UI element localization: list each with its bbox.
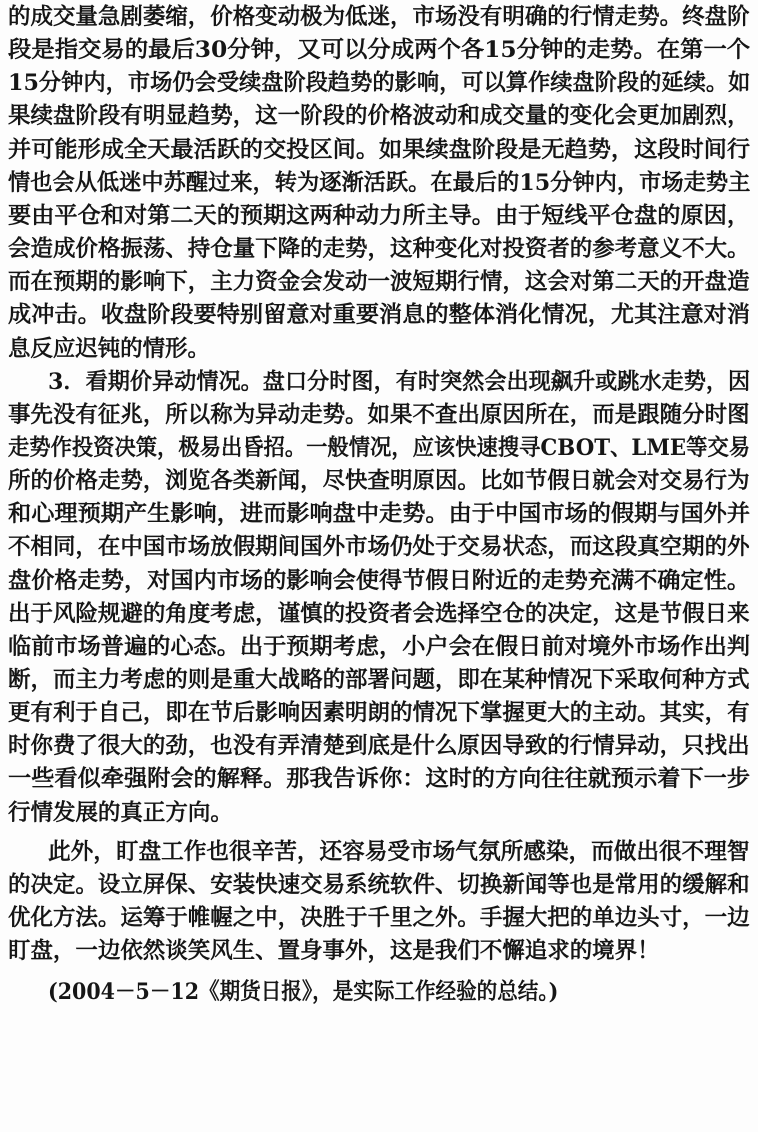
text-line: 盯盘，一边依然谈笑风生、置身事外，这是我们不懈追求的境界！ <box>8 938 660 965</box>
text-line: 事先没有征兆，所以称为异动走势。如果不查出原因所在，而是跟随分时图 <box>8 401 750 428</box>
text-line: 临前市场普遍的心态。出于预期考虑，小户会在假日前对境外市场作出判 <box>8 633 751 660</box>
text-line: 断，而主力考虑的则是重大战略的部署问题，即在某种情况下采取何种方式 <box>8 667 750 693</box>
text-line: 息反应迟钝的情形。 <box>8 335 210 362</box>
text-line: 时你费了很大的劲，也没有弄清楚到底是什么原因导致的行情异动，只找出 <box>8 733 750 760</box>
text-line: 走势作投资决策，极易出昏招。一般情况，应该快速搜寻CBOT、LME等交易 <box>8 434 751 461</box>
text-line: 要由平仓和对第二天的预期这两种动力所主导。由于短线平仓盘的原因， <box>8 202 751 229</box>
text-line: 段是指交易的最后30分钟，又可以分成两个各15分钟的走势。在第一个 <box>8 37 751 64</box>
text-line: 并可能形成全天最活跃的交投区间。如果续盘阶段是无趋势，这段时间行 <box>8 136 751 163</box>
text-line: 而在预期的影响下，主力资金会发动一波短期行情，这会对第二天的开盘造 <box>8 269 750 296</box>
text-line: 优化方法。运筹于帷幄之中，决胜于千里之外。手握大把的单边头寸，一边 <box>8 905 750 932</box>
text-line: 会造成价格振荡、持仓量下降的走势，这种变化对投资者的参考意义不大。 <box>8 236 750 263</box>
text-line: 不相同，在中国市场放假期间国外市场仍处于交易状态，而这段真空期的外 <box>8 534 750 561</box>
text-line: 和心理预期产生影响，进而影响盘中走势。由于中国市场的假期与国外并 <box>8 501 751 528</box>
text-line: 成冲击。收盘阶段要特别留意对重要消息的整体消化情况，尤其注意对消 <box>8 302 751 329</box>
text-line: 情也会从低迷中苏醒过来，转为逐渐活跃。在最后的15分钟内，市场走势主 <box>8 169 751 196</box>
text-line: 盘价格走势，对国内市场的影响会使得节假日附近的走势充满不确定性。 <box>8 567 751 594</box>
text-line: 出于风险规避的角度考虑，谨慎的投资者会选择空仓的决定，这是节假日来 <box>8 600 750 627</box>
text-line: 所的价格走势，浏览各类新闻，尽快查明原因。比如节假日就会对交易行为 <box>8 468 750 495</box>
text-line: 此外，盯盘工作也很辛苦，还容易受市场气氛所感染，而做出很不理智 <box>48 838 750 865</box>
text-line: 一些看似牵强附会的解释。那我告诉你：这时的方向往往就预示着下一步 <box>8 766 751 793</box>
source-note: (2004－5－12《期货日报》，是实际工作经验的总结。) <box>48 979 559 1006</box>
text-line: 行情发展的真正方向。 <box>8 799 233 826</box>
text-line: 15分钟内，市场仍会受续盘阶段趋势的影响，可以算作续盘阶段的延续。如 <box>8 70 751 97</box>
text-line: 的成交量急剧萎缩，价格变动极为低迷，市场没有明确的行情走势。终盘阶 <box>8 4 750 30</box>
text-line: 更有利于自己，即在节后影响因素明朗的情况下掌握更大的主动。其实，有 <box>8 700 750 727</box>
text-line: 果续盘阶段有明显趋势，这一阶段的价格波动和成交量的变化会更加剧烈， <box>8 103 750 130</box>
text-line: 的决定。设立屏保、安装快速交易系统软件、切换新闻等也是常用的缓解和 <box>8 871 750 898</box>
text-line: 3．看期价异动情况。盘口分时图，有时突然会出现飙升或跳水走势，因 <box>48 368 751 395</box>
